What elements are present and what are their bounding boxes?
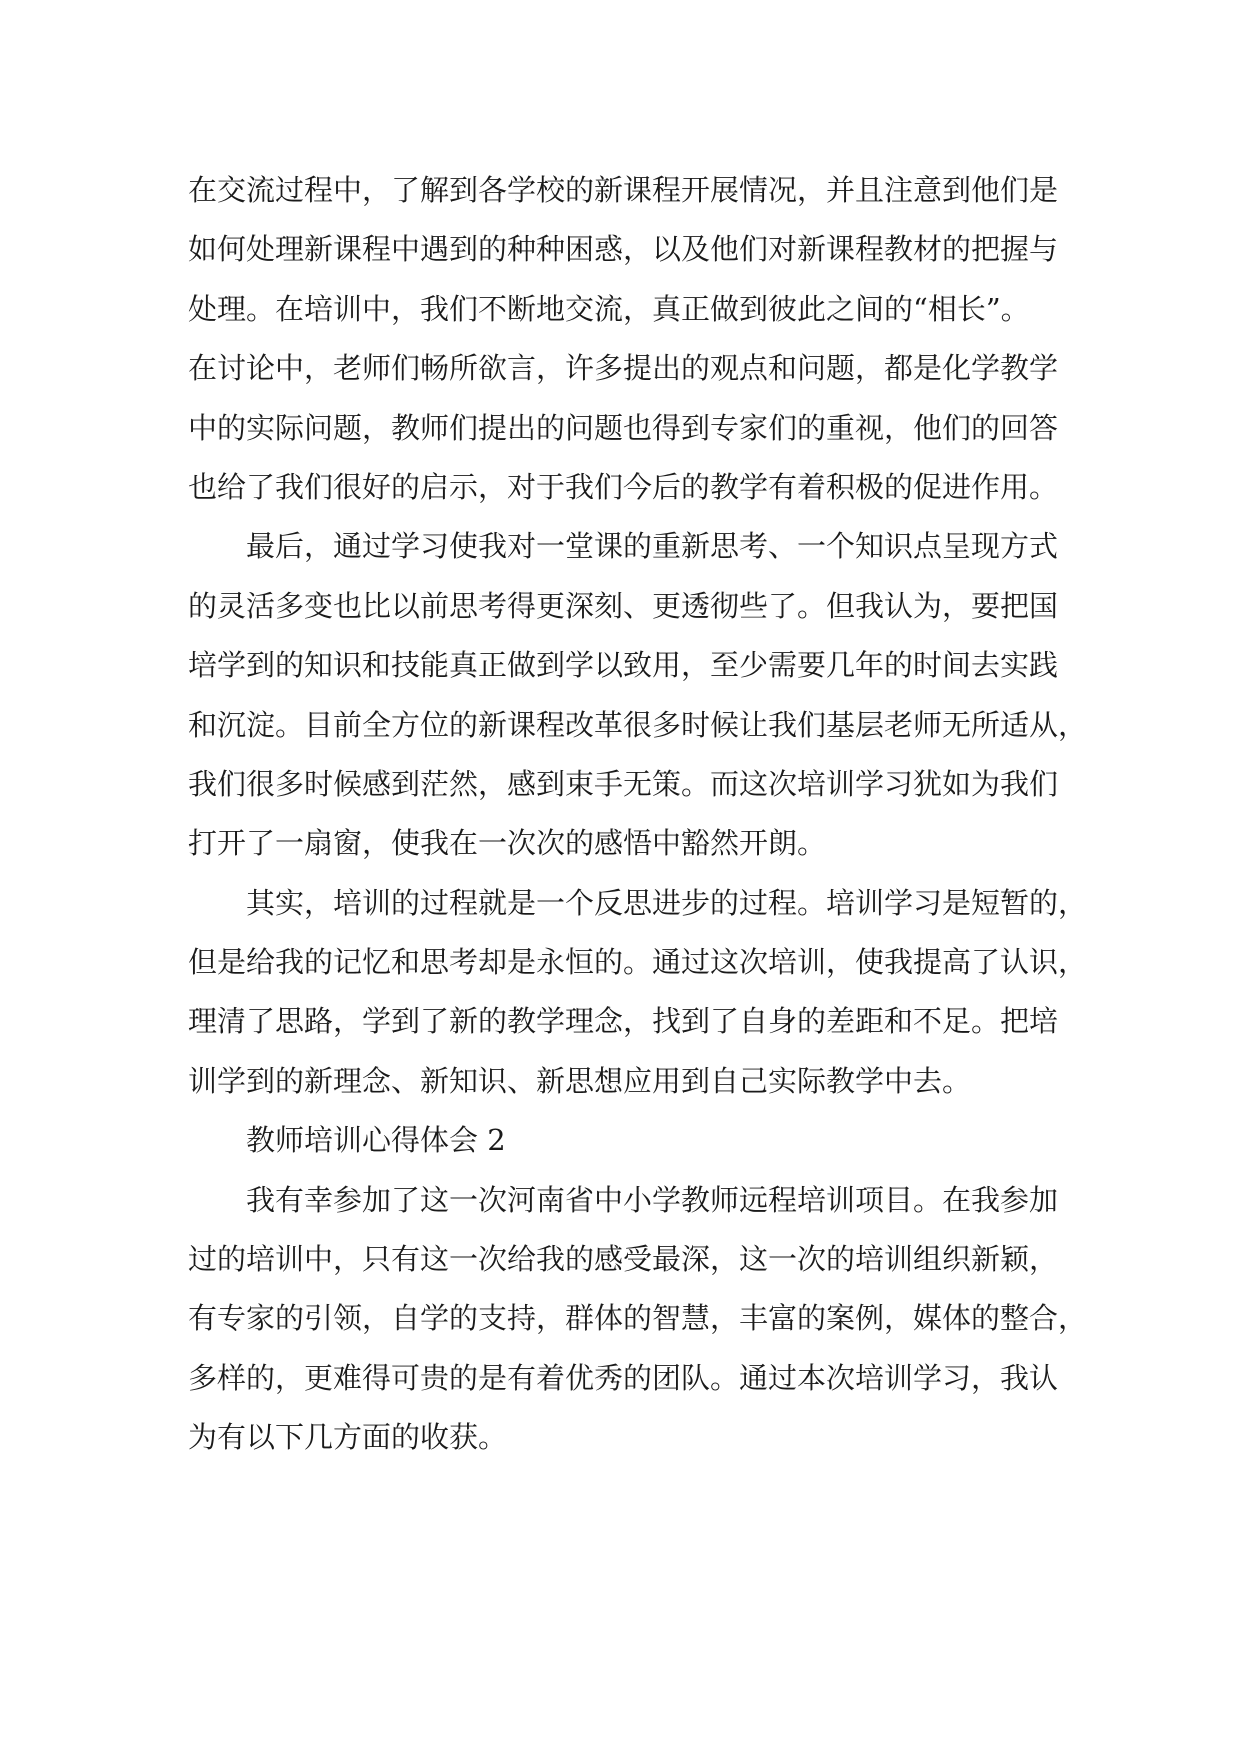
text-line: 和沉淀。目前全方位的新课程改革很多时候让我们基层老师无所适从，	[188, 707, 1088, 742]
text-line: 理清了思路，学到了新的教学理念，找到了自身的差距和不足。把培	[188, 1004, 1059, 1039]
text-line: 其实，培训的过程就是一个反思进步的过程。培训学习是短暂的，	[246, 885, 1088, 920]
text-line: 最后，通过学习使我对一堂课的重新思考、一个知识点呈现方式	[246, 529, 1059, 564]
text-line: 培学到的知识和技能真正做到学以致用，至少需要几年的时间去实践	[188, 648, 1059, 683]
section-heading: 教师培训心得体会 2	[246, 1123, 506, 1158]
text-line: 如何处理新课程中遇到的种种困惑，以及他们对新课程教材的把握与	[188, 232, 1059, 267]
text-line: 打开了一扇窗，使我在一次次的感悟中豁然开朗。	[188, 826, 827, 861]
text-line: 在讨论中，老师们畅所欲言，许多提出的观点和问题，都是化学教学	[188, 351, 1059, 386]
text-line: 我们很多时候感到茫然，感到束手无策。而这次培训学习犹如为我们	[188, 766, 1059, 801]
text-line: 为有以下几方面的收获。	[188, 1420, 508, 1455]
text-line: 但是给我的记忆和思考却是永恒的。通过这次培训，使我提高了认识，	[188, 945, 1088, 980]
text-line: 过的培训中，只有这一次给我的感受最深，这一次的培训组织新颖，	[188, 1242, 1059, 1277]
text-line: 训学到的新理念、新知识、新思想应用到自己实际教学中去。	[188, 1063, 972, 1098]
text-line: 有专家的引领，自学的支持，群体的智慧，丰富的案例，媒体的整合，	[188, 1301, 1088, 1336]
document-body	[188, 161, 1088, 1468]
text-line: 多样的，更难得可贵的是有着优秀的团队。通过本次培训学习，我认	[188, 1360, 1059, 1395]
text-line: 处理。在培训中，我们不断地交流，真正做到彼此之间的“相长”。	[188, 291, 1030, 326]
text-line: 也给了我们很好的启示，对于我们今后的教学有着积极的促进作用。	[188, 469, 1059, 504]
text-line: 中的实际问题，教师们提出的问题也得到专家们的重视，他们的回答	[188, 410, 1059, 445]
text-line: 在交流过程中，了解到各学校的新课程开展情况，并且注意到他们是	[188, 173, 1059, 207]
text-line: 的灵活多变也比以前思考得更深刻、更透彻些了。但我认为，要把国	[188, 588, 1059, 623]
text-line: 我有幸参加了这一次河南省中小学教师远程培训项目。在我参加	[246, 1182, 1059, 1217]
